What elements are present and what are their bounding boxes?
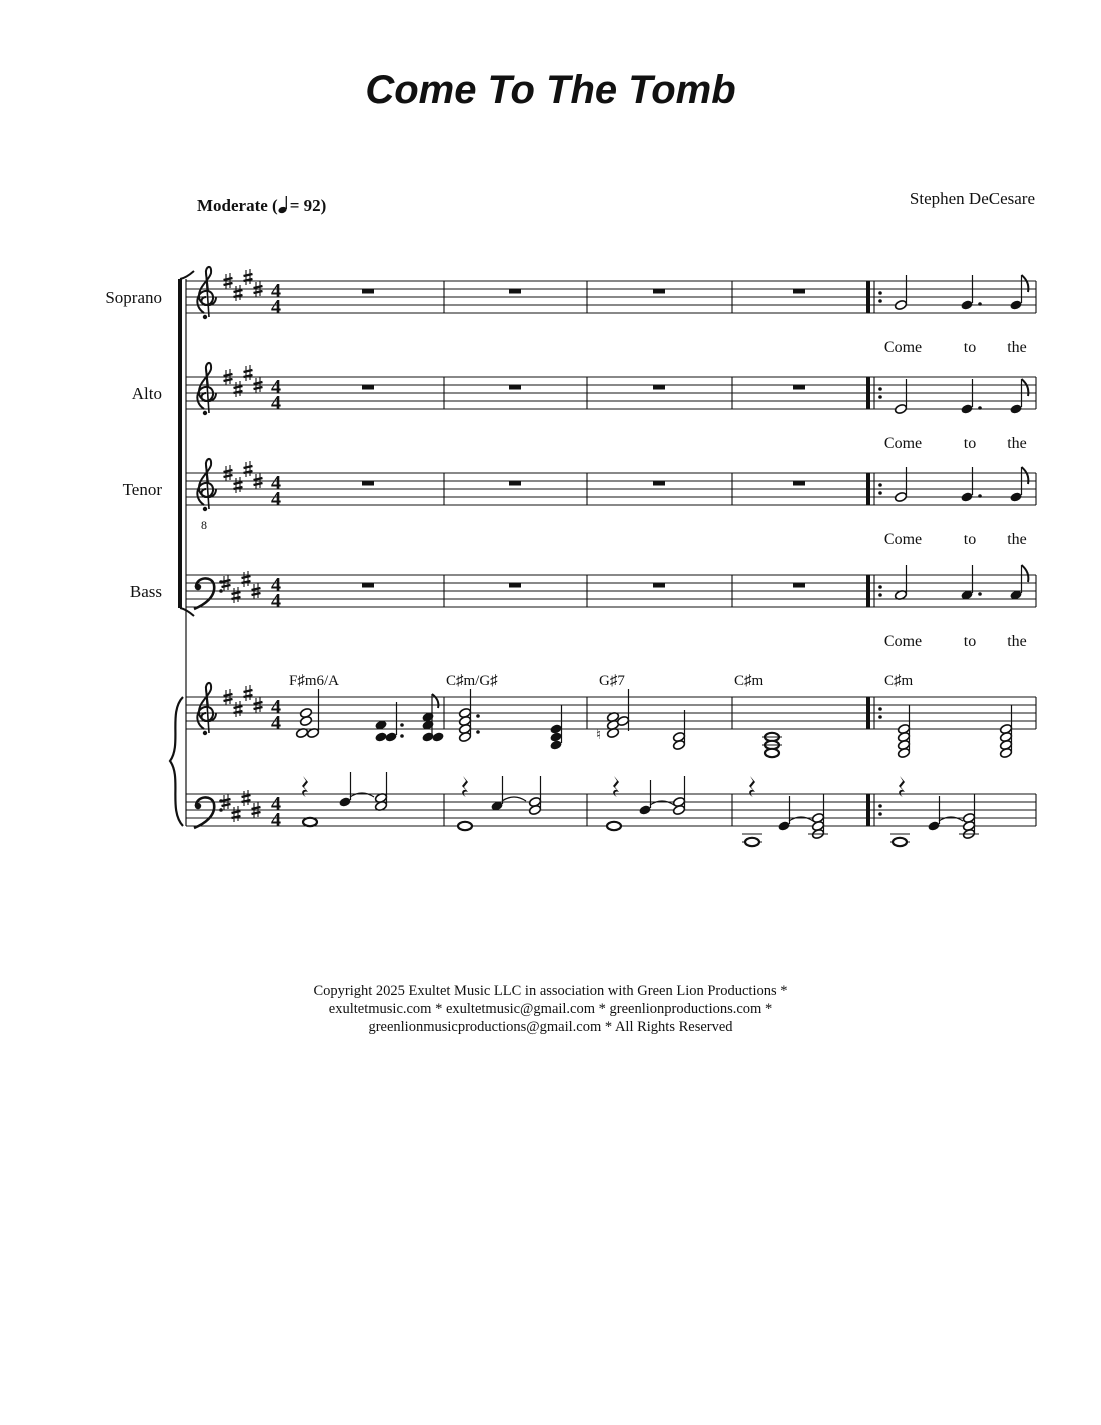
staff-tenor (186, 473, 1036, 505)
part-label-alto: Alto (131, 384, 162, 403)
treble-clef-icon (197, 683, 216, 735)
key-signature-bass (222, 571, 261, 603)
piano-lh-m3 (607, 776, 686, 830)
part-label-tenor: Tenor (122, 480, 162, 499)
copyright-line-1: Copyright 2025 Exultet Music LLC in association with Green Lion Productions * (313, 983, 788, 999)
lyric-soprano-2: to (963, 339, 977, 356)
staff-alto (186, 377, 1036, 409)
tenor-octave-mark: 8 (201, 518, 207, 532)
lyric-tenor-1: Come (883, 531, 923, 548)
time-signatures (271, 280, 281, 612)
repeat-start-piano (866, 697, 882, 826)
lyric-bass-3: the (1007, 633, 1027, 650)
vocal-barlines (444, 281, 1036, 607)
treble-clef-icon (197, 267, 216, 319)
svg-text:4: 4 (271, 376, 281, 398)
system-bracket (180, 271, 194, 826)
chord-symbol-4: C♯m (734, 673, 764, 689)
piano-rh-m4 (762, 733, 782, 757)
key-signature-piano-treble (224, 685, 263, 717)
svg-text:4: 4 (271, 574, 281, 596)
copyright-notice (0, 982, 1101, 1036)
svg-text:4: 4 (271, 296, 281, 318)
lyric-alto-1: Come (883, 435, 923, 452)
chord-symbol-3: G♯7 (599, 673, 625, 689)
svg-text:4: 4 (271, 472, 281, 494)
piano-lh-m2 (458, 776, 542, 830)
repeat-start-vocal (866, 281, 882, 607)
lyric-alto-3: the (1007, 435, 1027, 452)
piano-time-signatures (271, 696, 281, 831)
lyric-bass-2: to (963, 633, 977, 650)
key-signature-soprano (224, 269, 263, 301)
piano-lh-m4 (742, 776, 828, 846)
tempo-text: Moderate ( (197, 196, 278, 215)
piano-rh-m2 (458, 689, 562, 751)
svg-text:4: 4 (271, 696, 281, 718)
svg-text:4: 4 (271, 590, 281, 612)
svg-text:♮: ♮ (596, 727, 602, 743)
composer-name: Stephen DeCesare (909, 189, 1035, 208)
key-signature-alto (224, 365, 263, 397)
treble-clef-icon (197, 459, 216, 511)
copyright-line-3: greenlionmusicproductions@gmail.com * All Rights Reserved (368, 1019, 733, 1035)
part-label-soprano: Soprano (105, 288, 162, 307)
staff-bass (186, 575, 1036, 607)
chord-symbol-1: F♯m6/A (289, 673, 340, 689)
part-label-bass: Bass (129, 582, 162, 601)
lyric-alto-2: to (963, 435, 977, 452)
piano-rh-m3 (596, 689, 686, 751)
svg-text:4: 4 (271, 488, 281, 510)
treble-clef-icon (197, 363, 216, 415)
piano-brace (170, 697, 183, 826)
lyric-tenor-3: the (1007, 531, 1027, 548)
key-signature-tenor (224, 461, 263, 493)
lyric-soprano-3: the (1007, 339, 1027, 356)
svg-text:4: 4 (271, 712, 281, 734)
piano-lh-m5 (890, 776, 979, 846)
svg-text:4: 4 (271, 793, 281, 815)
lyric-tenor-2: to (963, 531, 977, 548)
tempo-value: = 92) (289, 196, 327, 215)
svg-text:4: 4 (271, 392, 281, 414)
key-signature-piano-bass (222, 790, 261, 822)
chord-symbol-2: C♯m/G♯ (446, 673, 498, 689)
chord-symbol-5: C♯m (884, 673, 914, 689)
copyright-line-2: exultetmusic.com * exultetmusic@gmail.com * greenlionproductions.com * (328, 1001, 773, 1017)
staff-soprano (186, 281, 1036, 313)
lyric-soprano-1: Come (883, 339, 923, 356)
score-title: Come To The Tomb (365, 68, 736, 112)
whole-rests-vocal (362, 289, 805, 588)
svg-text:4: 4 (271, 280, 281, 302)
lyric-bass-1: Come (883, 633, 923, 650)
svg-text:4: 4 (271, 809, 281, 831)
